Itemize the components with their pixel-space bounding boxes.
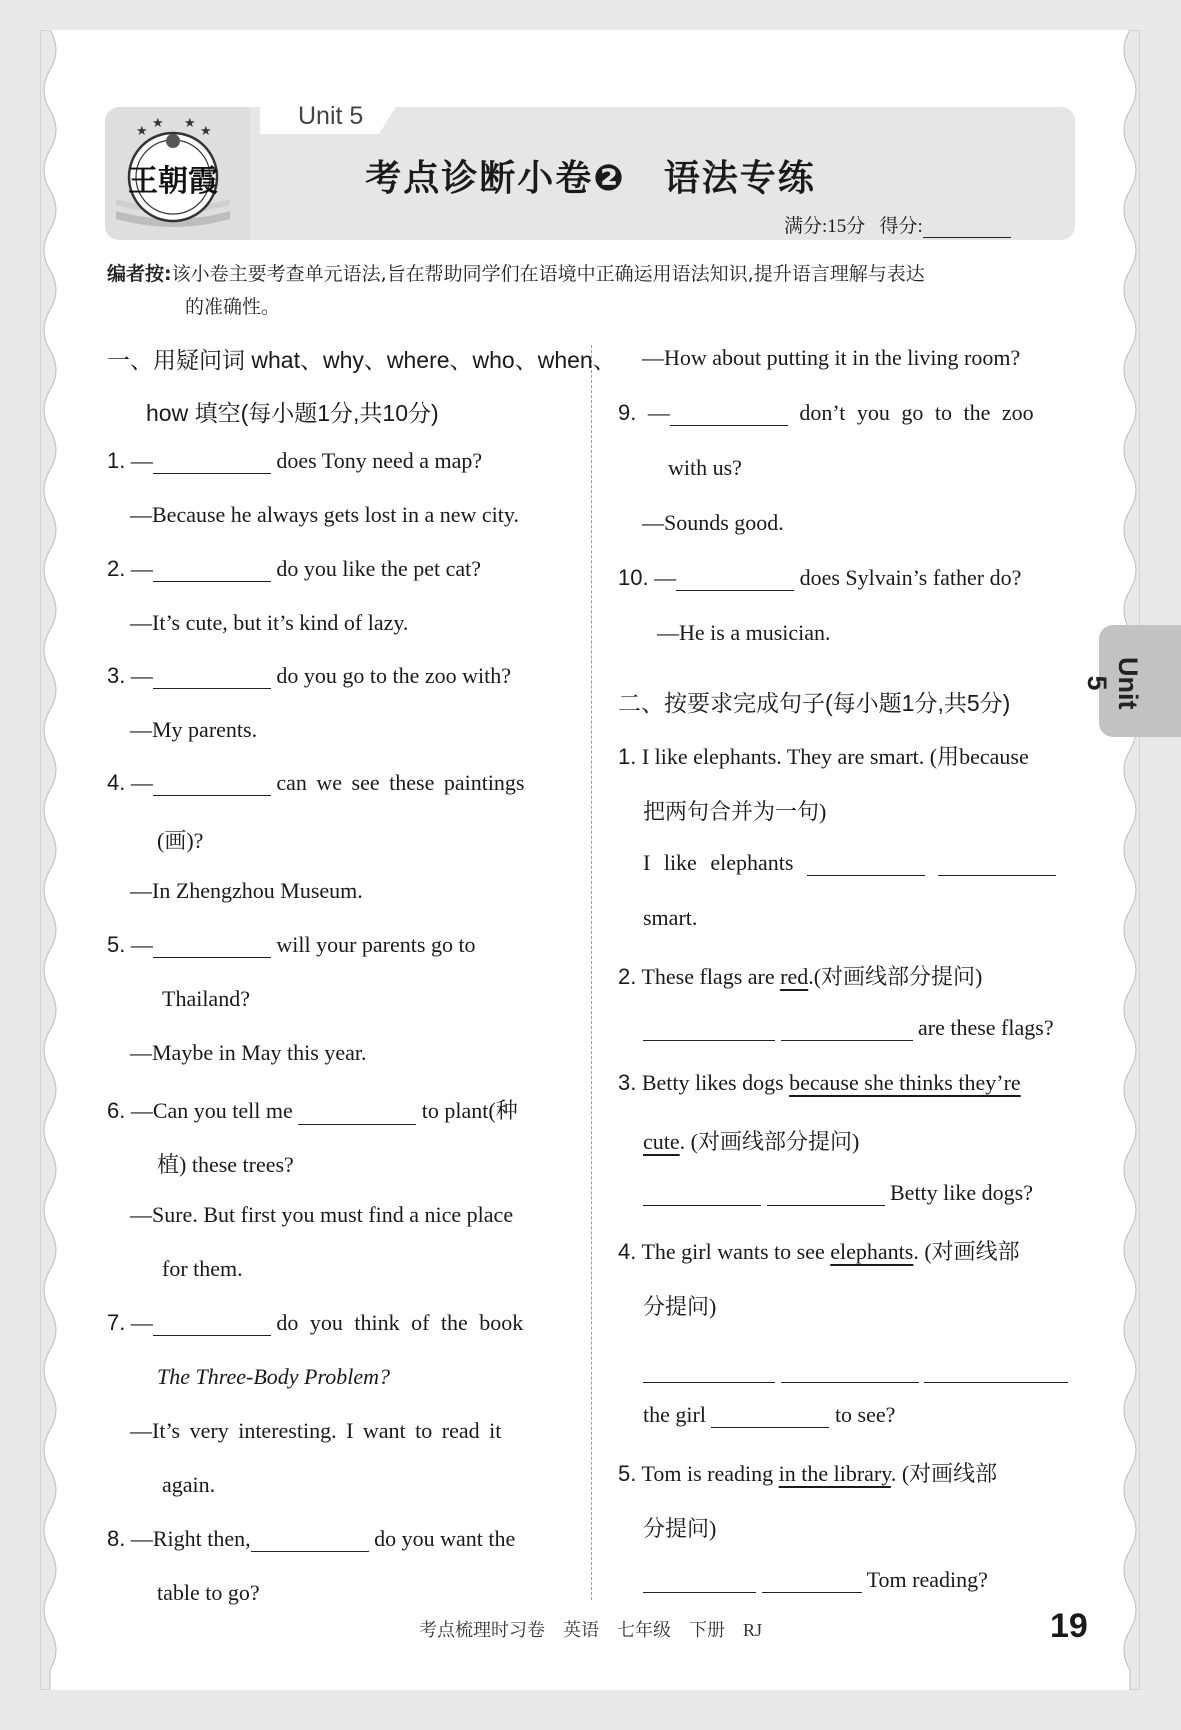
answer-blank[interactable]: [807, 851, 925, 876]
s2-question-5: [618, 1457, 997, 1488]
side-tab-label: Unit 5: [1082, 657, 1143, 710]
answer-blank[interactable]: [924, 1358, 1068, 1383]
s2-q2-number: 2.: [618, 964, 637, 989]
s2-question-2: [618, 960, 982, 991]
s2-q4-answer-pre: the girl: [643, 1402, 706, 1427]
answer-blank[interactable]: [938, 851, 1056, 876]
s2-q2-instruction: .(对画线部分提问): [808, 964, 983, 989]
question-6: [107, 1094, 518, 1125]
q4-answer-line: —In Zhengzhou Museum.: [130, 878, 363, 903]
q3-answer-line: —My parents.: [130, 717, 258, 742]
q2-number: 2.: [107, 556, 126, 581]
s2-q2-underlined: red: [780, 964, 809, 989]
s2-q3-answer: [643, 1180, 1033, 1206]
question-5: 5. — will your parents go to: [107, 932, 476, 957]
answer-blank[interactable]: [643, 1181, 761, 1206]
s2-q3-answer-text: Betty like dogs?: [890, 1180, 1033, 1205]
s2-q5-answer-text: Tom reading?: [866, 1567, 988, 1592]
answer-blank[interactable]: [670, 401, 788, 426]
page-title: 考点诊断小卷❷ 语法专练: [365, 157, 816, 198]
s2-q5-number: 5.: [618, 1461, 637, 1486]
s2-q3-underlined-cont: cute: [643, 1129, 680, 1154]
question-1: 1. — does Tony need a map?: [107, 448, 483, 473]
q2-answer-line: —It’s cute, but it’s kind of lazy.: [130, 610, 409, 635]
q4-text-cont: (画)?: [157, 828, 204, 853]
footer-text: 考点梳理时习卷 英语 七年级 下册 RJ: [418, 1620, 762, 1640]
s2-q2-answer: [643, 1015, 1054, 1041]
s2-q4-underlined: elephants: [830, 1239, 914, 1264]
s2-q5-text-cont: 分提问): [643, 1516, 717, 1541]
s2-q5-answer: [643, 1567, 988, 1593]
s2-question-4: [618, 1235, 1020, 1266]
answer-blank[interactable]: [153, 933, 271, 958]
s2-q1-answer-cont: smart.: [643, 905, 698, 930]
s2-q3-instruction: . (对画线部分提问): [679, 1129, 860, 1154]
q6-text: to plant(种: [421, 1098, 518, 1123]
question-8: [107, 1526, 515, 1552]
answer-blank[interactable]: [153, 1311, 271, 1336]
note-line1: 该小卷主要考查单元语法,旨在帮助同学们在语境中正确运用语法知识,提升语言理解与表达: [171, 263, 925, 285]
s2-question-3: [618, 1070, 1021, 1096]
q8-number: 8.: [107, 1526, 126, 1551]
answer-blank[interactable]: [298, 1100, 416, 1125]
s2-q2-answer-text: are these flags?: [918, 1015, 1054, 1040]
q8-text: do you want the: [374, 1526, 516, 1551]
q7-number: 7.: [107, 1310, 126, 1335]
editor-note: [107, 258, 1077, 324]
section2-title: 二、按要求完成句子(每小题1分,共5分): [618, 690, 1011, 716]
s2-q4-text-cont: 分提问): [643, 1294, 717, 1319]
q1-number: 1.: [107, 448, 126, 473]
section1-title-line2: how 填空(每小题1分,共10分): [146, 400, 439, 426]
q8-answer-line: —How about putting it in the living room?: [642, 345, 1021, 370]
section1-title-line1: 一、用疑问词 what、why、where、who、when、: [107, 347, 616, 373]
svg-text:★: ★: [136, 123, 148, 138]
question-4: 4. — can we see these paintings: [107, 770, 525, 795]
q6-answer-cont: for them.: [162, 1256, 243, 1281]
s2-question-1: [618, 740, 1029, 771]
q7-answer-cont: again.: [162, 1472, 216, 1497]
q10-answer-line: —He is a musician.: [657, 620, 831, 645]
s2-q5-instruction: . (对画线部: [890, 1461, 998, 1486]
answer-blank[interactable]: [762, 1568, 862, 1593]
q6-answer-line: —Sure. But first you must find a nice place: [130, 1202, 514, 1227]
q8-text-pre: —Right then,: [130, 1526, 251, 1551]
answer-blank[interactable]: [643, 1568, 756, 1593]
answer-blank[interactable]: [153, 771, 271, 796]
q4-text: can we see these paintings: [276, 770, 525, 795]
q2-text: do you like the pet cat?: [276, 556, 482, 581]
score-line: [784, 211, 1011, 238]
q7-text: do you think of the book: [276, 1310, 524, 1335]
q5-text-cont: Thailand?: [162, 986, 250, 1011]
q9-number: 9.: [618, 400, 637, 425]
s2-q3-text-cont: [643, 1125, 859, 1156]
s2-q4-instruction: . (对画线部: [913, 1239, 1020, 1264]
s2-q1-text-cont: 把两句合并为一句): [643, 799, 827, 824]
s2-q1-text: I like elephants. They are smart. (用because: [641, 744, 1029, 769]
q10-number: 10.: [618, 565, 649, 590]
s2-q5-underlined: in the library: [778, 1461, 891, 1486]
answer-blank[interactable]: [251, 1527, 369, 1552]
logo-lettering: 王朝霞: [128, 164, 218, 199]
q6-number: 6.: [107, 1098, 126, 1123]
q9-text-cont: with us?: [668, 455, 742, 480]
score-label: 得分:: [879, 216, 923, 237]
q1-text: does Tony need a map?: [276, 448, 483, 473]
q5-text: will your parents go to: [276, 932, 476, 957]
q5-answer-line: —Maybe in May this year.: [130, 1040, 367, 1065]
answer-blank[interactable]: [781, 1016, 913, 1041]
s2-q3-text-pre: Betty likes dogs: [641, 1070, 790, 1095]
s2-q2-text-pre: These flags are: [641, 964, 781, 989]
s2-q3-underlined: because she thinks they’re: [789, 1070, 1021, 1095]
answer-blank[interactable]: [767, 1181, 885, 1206]
q7-answer-line: —It’s very interesting. I want to read it: [130, 1418, 502, 1443]
full-score: 满分:15分: [784, 216, 866, 237]
answer-blank[interactable]: [711, 1403, 829, 1428]
answer-blank[interactable]: [643, 1358, 775, 1383]
note-line2: 的准确性。: [185, 296, 281, 318]
svg-text:★: ★: [184, 115, 196, 130]
s2-q4-text-pre: The girl wants to see: [641, 1239, 831, 1264]
question-2: 2. — do you like the pet cat?: [107, 556, 482, 581]
q4-number: 4.: [107, 770, 126, 795]
q7-book-title: The Three-Body Problem?: [157, 1364, 390, 1389]
s2-q4-answer: [643, 1402, 895, 1428]
s2-q4-answer-blanks: [643, 1357, 1068, 1383]
q5-number: 5.: [107, 932, 126, 957]
q6-text-pre: —Can you tell me: [130, 1098, 293, 1123]
s2-q4-answer-post: to see?: [834, 1402, 896, 1427]
q1-answer-line: —Because he always gets lost in a new city.: [130, 502, 519, 527]
answer-blank[interactable]: [643, 1016, 775, 1041]
q9-answer-line: —Sounds good.: [642, 510, 784, 535]
question-7: 7. — do you think of the book: [107, 1310, 524, 1335]
answer-blank[interactable]: [153, 664, 271, 689]
q9-text: don’t you go to the zoo: [799, 400, 1034, 425]
q3-text: do you go to the zoo with?: [276, 663, 511, 688]
answer-blank[interactable]: [676, 566, 794, 591]
svg-text:★: ★: [152, 115, 164, 130]
s2-q1-answer-text: I like elephants: [643, 850, 794, 875]
question-9: 9. — don’t you go to the zoo: [618, 400, 1034, 425]
column-divider: [591, 345, 592, 1600]
wavy-border-left: [40, 30, 62, 1690]
note-label: 编者按:: [107, 263, 172, 285]
s2-q5-text-pre: Tom is reading: [641, 1461, 779, 1486]
question-3: 3. — do you go to the zoo with?: [107, 663, 511, 688]
q3-number: 3.: [107, 663, 126, 688]
svg-text:★: ★: [200, 123, 212, 138]
question-10: 10. — does Sylvain’s father do?: [618, 565, 1022, 590]
unit-label: Unit 5: [298, 102, 364, 130]
answer-blank[interactable]: [781, 1358, 919, 1383]
wavy-border-right: [1118, 30, 1140, 1690]
s2-q1-answer: [643, 850, 1056, 876]
q8-text-cont: table to go?: [157, 1580, 260, 1605]
score-blank: [923, 219, 1011, 238]
s2-q3-number: 3.: [618, 1070, 637, 1095]
answer-blank[interactable]: [153, 449, 271, 474]
s2-q1-number: 1.: [618, 744, 637, 769]
q10-text: does Sylvain’s father do?: [799, 565, 1022, 590]
q6-text-cont: 植) these trees?: [157, 1152, 294, 1177]
answer-blank[interactable]: [153, 557, 271, 582]
page-number: 19: [1050, 1607, 1088, 1645]
s2-q4-number: 4.: [618, 1239, 637, 1264]
